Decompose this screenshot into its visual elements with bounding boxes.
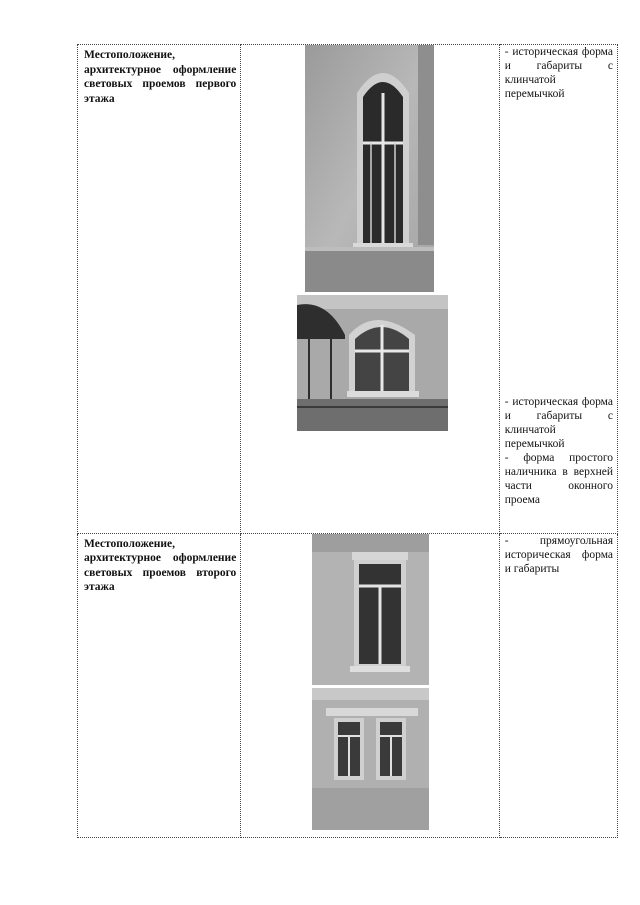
label-cell [78, 45, 241, 534]
photo-arched-window-canopy [297, 295, 448, 431]
requirement-text: - форма простого наличника в верхней части оконного проема [504, 452, 613, 506]
requirements-table [77, 44, 618, 838]
photo-double-windows [312, 688, 429, 830]
photo-rectangular-window [312, 534, 429, 685]
desc-wrap [500, 45, 617, 533]
photo-arched-window-facade [305, 45, 434, 292]
requirement-text: - историческая форма и габариты с клинчатой перемычкой [504, 46, 613, 100]
table-row-first-floor [78, 45, 618, 534]
label-cell [78, 533, 241, 837]
table-row-second-floor [78, 533, 618, 837]
desc-cell-first-floor [499, 45, 617, 534]
requirement-text: - прямоугольная историческая форма и габариты [504, 534, 613, 575]
photo-cell-second-floor [241, 533, 499, 837]
desc-cell-second-floor [499, 533, 617, 837]
row-label-first-floor: Местоположение, архитектурное оформление световых проемов первого этажа [84, 49, 237, 105]
requirement-text-group [500, 395, 617, 507]
row-label-second-floor: Местоположение, архитектурное оформление световых проемов второго этажа [84, 537, 237, 594]
requirement-text: - историческая форма и габариты с клинчатой перемычкой [504, 396, 613, 450]
photo-cell-first-floor [241, 45, 499, 534]
